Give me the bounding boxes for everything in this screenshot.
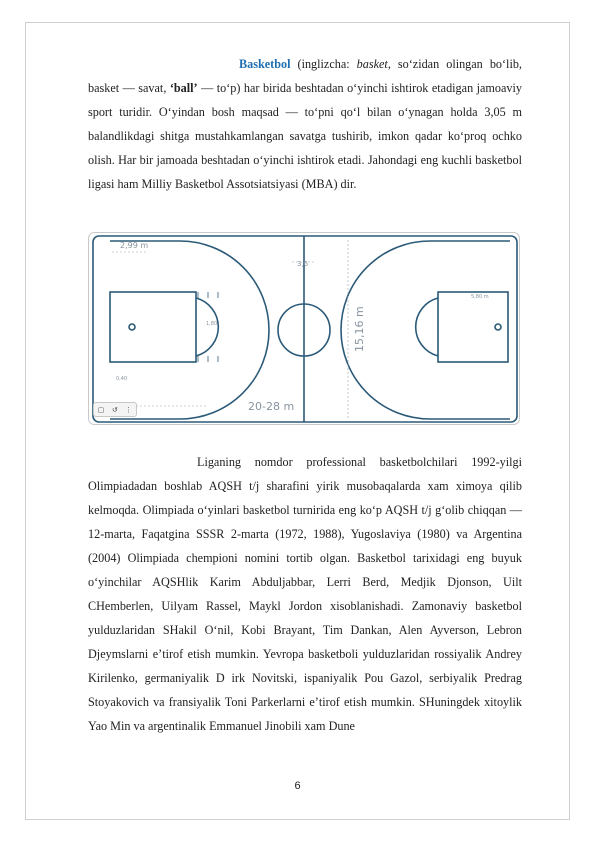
right-key [438, 292, 508, 362]
text-run-bold: ‘ball’ [169, 81, 198, 95]
text-run-italic: basket [356, 57, 388, 71]
label-center-circle: 3,6 [297, 260, 309, 268]
text-run: — toʻp) har birida beshtadan oʻyinchi ishtirok etadigan jamoaviy sport turidir. Oʻyindan bosh maqsad — toʻpni qoʻl bilan oʻynagan holda 3,05 m balandlikdagi shitga mustahkamlangan savatga tushirib, imkon qadar koʻproq ochko olish. Har bir jamoada beshtadan oʻyinchi ishtirok etadi. Jahondagi eng kuchli basketbol ligasi ham Milliy Basketbol Assotsiatsiyasi (MBA) dir. [88, 81, 522, 191]
page-number: 6 [294, 780, 301, 792]
body-paragraph: Liganing nomdor professional basketbolchilari 1992-yilgi Olimpiadadan boshlab AQSH t/j sharafini yirik musobaqalarda xam ximoya qilib kelmoqda. Olimpiada oʻyinlari basketbol turnirida eng koʻp AQSH t/j gʻolib chiqqan — 12-marta, Faqatgina SSSR 2-marta (1972, 1988), Yugoslaviya (1980) va Argentina (2004) Olimpiada chempioni nomini tortib olgan. Basketbol tarixidagi eng buyuk oʻyinchilar AQSHlik Karim Abduljabbar, Lerri Berd, Medjik Djonson, Uilt CHemberlen, Uilyam Rassel, Maykl Jordon xisoblanishadi. Zamonaviy basketbol yulduzlaridan SHakil Oʻnil, Kobi Brayant, Tim Dankan, Alen Ayverson, Lebron Djeymslarni eʼtirof etish mumkin. Yevropa basketboli yulduzlaridan rossiyalik Andrey Kirilenko, germaniyalik D irk Novitski, ispaniyalik Pou Gazol, serbiyalik Predrag Stoyakovich va fransiyalik Toni Parkerlarni eʼtirof etish mumkin. SHuningdek xitoylik Yao Min va argentinalik Emmanuel Jinobili xam Dune [88, 455, 522, 733]
keyword-basketbol[interactable]: Basketbol [239, 57, 291, 71]
label-corner: 2,99 m [120, 241, 149, 250]
more-icon[interactable]: ⋮ [125, 405, 133, 414]
label-court-length: 20-28 m [248, 400, 295, 413]
label-key-left: 1,80 [206, 321, 218, 327]
text-run: , soʻzidan olingan boʻlib, basket — savat, [88, 57, 522, 95]
image-toolbar[interactable] [93, 402, 137, 417]
label-right-key: 5,80 m [471, 294, 489, 300]
share-icon[interactable]: ↺ [111, 405, 118, 414]
text-run: (inglizcha: [290, 57, 357, 71]
left-free-throw-arc [196, 298, 218, 356]
basketball-court-diagram [88, 232, 520, 425]
label-court-width: 15,16 m [353, 306, 366, 352]
right-hoop [495, 324, 501, 330]
right-free-throw-arc [416, 298, 438, 356]
intro-paragraph [88, 52, 522, 196]
left-hoop [129, 324, 135, 330]
right-three-point-line [341, 241, 510, 419]
frame-icon[interactable]: ▢ [97, 405, 105, 414]
left-key [110, 292, 196, 362]
label-lane-marks: 0,40 [116, 376, 128, 382]
